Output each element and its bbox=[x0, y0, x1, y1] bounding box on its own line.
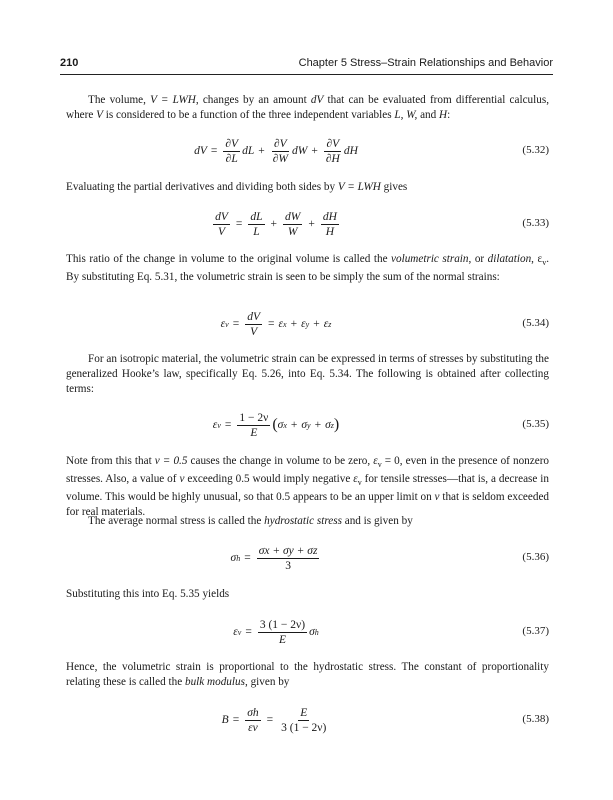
equation-number: (5.33) bbox=[522, 217, 549, 229]
equation-5-36: σ h = $\frac{\sigma x + \sigma y + \sigma z}{3}$ (5.36) bbox=[230, 544, 549, 572]
equation-number: (5.35) bbox=[522, 418, 549, 430]
paragraph-poisson-limit: Note from this that ν = 0.5 causes the change in volume to be zero, $\varepsilon_v = 0$, even in the presence of nonzero stresses. Also, a value of ν exceeding 0.5 would imply negative $\varepsilon_v$ for tensile stresses—that is, a decrease in volume. This would be highly unusual, so that 0.5 appears to be an upper limit on ν that is seldom exceeded for real materials. bbox=[66, 455, 550, 519]
page-number: 210 bbox=[60, 57, 79, 69]
equation-5-33: $\frac{dV}{V}$ = $\frac{dL}{L}$ + $\frac{dW}{W}$ + $\frac{dH}{H}$ (5.33) bbox=[215, 210, 549, 238]
page-header bbox=[60, 57, 553, 75]
equation-5-37: ε v = $\frac{3 (1 - 2\nu)}{E}$ σ h (5.37) bbox=[233, 618, 549, 646]
equation-number: (5.32) bbox=[522, 144, 549, 156]
paragraph-hydrostatic: The average normal stress is called the hydrostatic stress and is given by bbox=[88, 515, 413, 527]
paragraph-bulk-modulus: Hence, the volumetric strain is proportional to the hydrostatic stress. The constant of proportionality relating these is called the bulk modulus, given by bbox=[66, 661, 549, 688]
equation-number: (5.38) bbox=[522, 713, 549, 725]
equation-number: (5.37) bbox=[522, 625, 549, 637]
paragraph-substituting: Substituting this into Eq. 5.35 yields bbox=[66, 588, 230, 600]
paragraph-isotropic: For an isotropic material, the volumetric strain can be expressed in terms of stresses by substituting the generalized Hooke’s law, specifically Eq. 5.26, into Eq. 5.34. The following is obtained after collecting terms: bbox=[66, 353, 549, 395]
equation-5-38: B = $\frac{\sigma h}{\varepsilon v}$ = $\frac{E}{3 (1 - 2\nu)}$ (5.38) bbox=[221, 706, 549, 734]
equation-5-32: dV = $\frac{\partial V}{\partial L}$ dL + $\frac{\partial V}{\partial W}$ dW + $\frac{\partial V}{\partial H}$ dH (5.32) bbox=[194, 137, 549, 165]
paragraph-volume-intro: The volume, V = LWH, changes by an amount dV that can be evaluated from differential calculus, where V is considered to be a function of the three independent variables L, W, and H: bbox=[66, 94, 549, 121]
header-rule bbox=[60, 74, 553, 75]
equation-number: (5.34) bbox=[522, 317, 549, 329]
running-title: Chapter 5 Stress–Strain Relationships and Behavior bbox=[298, 57, 553, 69]
equation-5-35: ε v = $\frac{1 - 2\nu}{E}$ ( σ x + σ y + σ z ) (5.35) bbox=[212, 411, 549, 439]
equation-5-34: ε v = $\frac{dV}{V}$ = ε x + ε y + ε z (5.34) bbox=[220, 310, 549, 338]
paragraph-volumetric-strain: This ratio of the change in volume to the original volume is called the volumetric strain, or dilatation, $\varepsilon_v$. By substituting Eq. 5.31, the volumetric strain is seen to be simply the sum of the normal strains: bbox=[66, 253, 549, 284]
paragraph-partial-derivatives: Evaluating the partial derivatives and dividing both sides by V = LWH gives bbox=[66, 181, 408, 193]
equation-number: (5.36) bbox=[522, 551, 549, 563]
